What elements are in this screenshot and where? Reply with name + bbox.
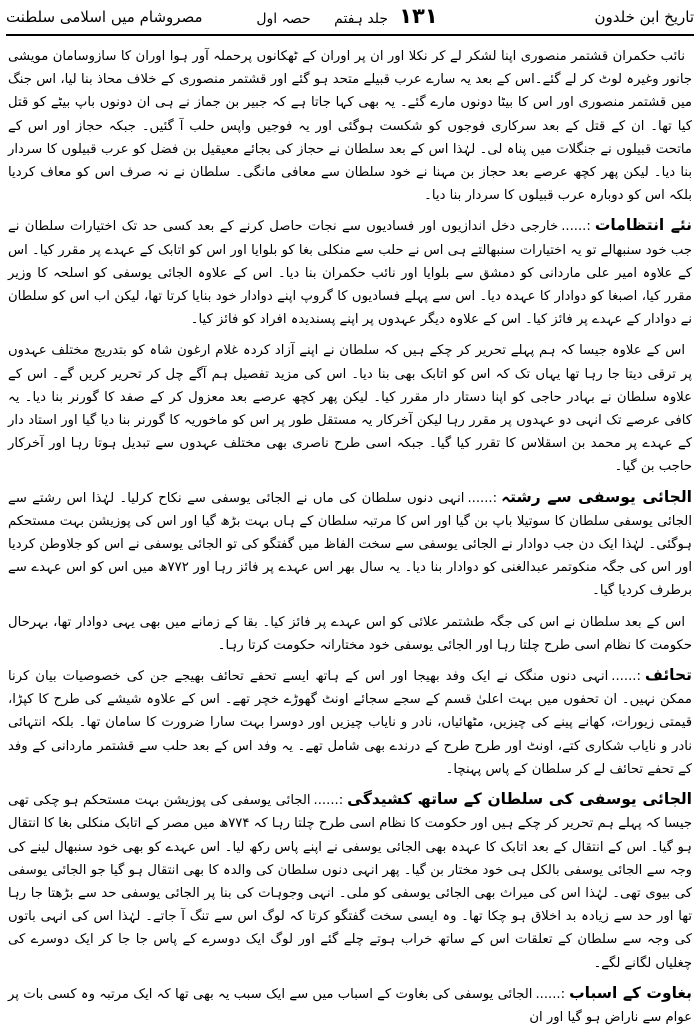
paragraph-5: اس کے بعد سلطان نے اس کی جگہ طشتمر علائی کو اس عہدے پر فائز کیا۔ بقا کے زمانے میں بھی یہی دوادار تھا، بہرحال حکومت کا نظام اسی طرح چلتا رہا اور الجائی یوسفی خود مختارانہ حکومت کرتا رہا۔ [8, 614, 692, 653]
page-number: ۱۳۱ [399, 4, 438, 28]
book-title: تاریخ ابن خلدون [594, 8, 694, 26]
paragraph-1: نائب حکمران قشتمر منصوری اپنا لشکر لے کر نکلا اور ان پر اوران کے ٹھکانوں پرحملہ آور ہوا اوران کا سازوسامان مویشی جانور وغیرہ لوٹ کر لے گئے۔اس کے بعد یہ سارے عرب قبیلے متحد ہو گئے اور قشتمر منصوری کے خلاف محاذ بنا لیا، اس جنگ میں قشتمر منصوری اور اس کا بیٹا دونوں مارے گئے۔ یہ بھی کہا جاتا ہے کہ جبیر بن جماز نے ہی ان دونوں باپ بیٹے کو قتل کیا تھا۔ ان کے قتل کے بعد سرکاری فوجوں کو شکست ہوگئی اور یہ فوجیں واپس حلب آ گئیں۔ جبکہ حجاز اور اس کے ماتحت قبیلوں نے جنگلات میں پناہ لی۔ لہٰذا اس کے بعد سلطان نے حجاز کی بجائے معیقیل بن فضل کو عرب قبیلوں کا سردار بنا دیا۔ لیکن پھر کچھ عرصے بعد حجاز بن مہنا نے خود سلطان سے معافی مانگی۔ سلطان نے نہ صرف اس کو معاف کردیا بلکہ اس کو دوبارہ عرب قبیلوں کا سردار بنا دیا۔ [8, 49, 692, 204]
section-heading: الجائی یوسفی سے رشتہ [501, 487, 692, 506]
paragraph-7: الجائی یوسفی کی سلطان کے ساتھ کشیدگی:......الجائی یوسفی کی پوزیشن بہت مستحکم ہو چکی تھی جیسا کہ پہلے ہم تحریر کر چکے ہیں اور حکومت کا نظام اسی طرح چلتا رہا کہ ۷۷۴ھ میں مصر کے اتابک منکلی بغا کا انتقال ہو گیا۔ اس کے انتقال کے بعد اتابک کا عہدہ بھی الجائی یوسفی نے اپنے پاس رکھ لیا۔ اس عہدے کو بھی خود سنبھال لینے کی وجہ سے الجائی یوسفی بالکل ہی خود مختار بن گیا۔ پھر انہی دنوں سلطان کی والدہ کا بھی انتقال ہو گیا جو الجائی یوسفی کی بیوی تھی۔ لہٰذا اس کی میراث بھی الجائی یوسفی کو ملی۔ انہی وجوہات کی بنا پر الجائی یوسفی حد سے بڑھتا جا رہا تھا اور حد سے زیادہ بد اخلاق ہو چکا تھا۔ وہ ایسی سخت گفتگو کرتا کہ لوگ اس سے تنگ آ جاتے۔ لہٰذا اس کی انہی باتوں کی وجہ سے سلطان کے تعلقات اس کے ساتھ خراب ہوتے چلے گئے اور لوگ ایک دوسرے کے پاس جا جا کر ایک دوسرے کی چغلیاں لگانے لگے۔ [8, 790, 692, 971]
section-heading: الجائی یوسفی کی سلطان کے ساتھ کشیدگی [347, 790, 692, 809]
section-heading: بغاوت کے اسباب [569, 983, 692, 1002]
body-text [8, 44, 692, 1025]
chapter-title: مصروشام میں اسلامی سلطنت [6, 8, 203, 26]
section-heading: نئے انتظامات [594, 216, 692, 235]
page-header [6, 4, 694, 36]
paragraph-4: الجائی یوسفی سے رشتہ:......انہی دنوں سلطان کی ماں نے الجائی یوسفی سے نکاح کرلیا۔ لہٰذا اس رشتے سے الجائی یوسفی سلطان کا سوتیلا باپ بن گیا اور اس کا مرتبہ سلطان کے ہاں بہت بڑھ گیا اور اس کی پوزیشن بہت مستحکم ہوگئی۔ لہٰذا ایک دن جب دوادار نے الجائی یوسفی سے سخت الفاظ میں گفتگو کی تو الجائی یوسفی نے اس کو جلاوطن کردیا اور اس کی جگہ منکوتمر عبدالغنی کو دوادار بنا دیا۔ یہ سال بھر اس عہدے پر فائز رہا اور ۷۷۲ھ میں اس کو اس عہدے سے برطرف کردیا گیا۔ [8, 487, 692, 599]
paragraph-2: نئے انتظامات:......خارجی دخل اندازیوں اور فسادیوں سے نجات حاصل کرنے کے بعد کسی حد تک اختیارات سلطان نے جب خود سنبھالے تو یہ اختیارات سنبھالتے ہی اس نے حلب سے منکلی بغا کو بلوایا اور اس کو اتابک کے عہدے پر مقرر کیا۔ اس کے علاوہ امیر علی ماردانی کو دمشق سے بلوایا اور نائب حکمران بنا دیا۔ اس کے علاوہ الجائی یوسفی کو اسلحہ کا وزیر مقرر کیا، اصبغا کو دوادار کا عہدہ دیا۔ اس سے پہلے فسادیوں کا گروپ اپنے دوادار خود بنایا کرتا تھا، لیکن اب اس کو سلطان نے دوادار کے عہدے پر فائز کیا۔ اس کے علاوہ دیگر عہدوں پر اپنے پسندیدہ افراد کو فائز کیا۔ [8, 216, 692, 328]
part-label: حصہ اول [256, 11, 311, 27]
paragraph-3: اس کے علاوہ جیسا کہ ہم پہلے تحریر کر چکے ہیں کہ سلطان نے اپنے آزاد کردہ غلام ارغون شاہ کو بتدریج مختلف عہدوں پر ترقی دیتا جا رہا تھا یہاں تک کہ اس کو اتابک بھی بنا دیا۔ اس کی مزید تفصیل ہم آگے چل کر تحریر کریں گے۔ اس کے علاوہ سلطان نے بہادر حاجی کو اپنا دستار دار مقرر کیا۔ لیکن پھر کچھ عرصے بعد معزول کر کے صفد کا گورنر بنا دیا۔ یہ کافی عرصے تک انہی دو عہدوں پر مقرر رہا لیکن آخرکار یہ مستقل طور پر اس کو ماخوریہ کا گورنر بنا دیا گیا اور استاد دار کے عہدے پر محمد بن اسقلاس کا تقرر کیا گیا۔ جبکہ اسی طرح ناصری بھی مختلف عہدوں سے تبدیل ہوتا رہا اور آخرکار حاجب بن گیا۔ [8, 343, 692, 475]
paragraph-6: تحائف:......انہی دنوں منگک نے ایک وفد بھیجا اور اس کے ہاتھ ایسے تحفے تحائف بھیجے جن کی خصوصیات بیان کرنا ممکن نہیں۔ ان تحفوں میں بہت اعلیٰ قسم کے سجے سجائے اونٹ گھوڑے خچر تھے۔ اس کے علاوہ شیشے کی طرح کا کپڑا، قیمتی زیورات، کھانے پینے کی چیزیں، مٹھائیاں، نادر و نایاب چیزیں اور دوسرا بہت سارا ضرورت کا سامان تھا۔ بلکہ انتہائی نادر و نایاب شکاری کتے، اونٹ اور طرح طرح کے درندے بھی شامل تھے۔ یہ وفد اس کے بعد حلب سے قشتمر ماردانی کے وفد کے تحفے تحائف لے کر سلطان کے پاس پہنچا۔ [8, 666, 692, 777]
section-heading: تحائف [644, 666, 692, 685]
volume-label: جلد ہفتم [334, 11, 389, 27]
paragraph-8: بغاوت کے اسباب:......الجائی یوسفی کی بغاوت کے اسباب میں سے ایک سبب یہ بھی تھا کہ ایک مرتبہ وہ کسی بات پر عوام سے ناراض ہو گیا اور ان [8, 983, 692, 1025]
